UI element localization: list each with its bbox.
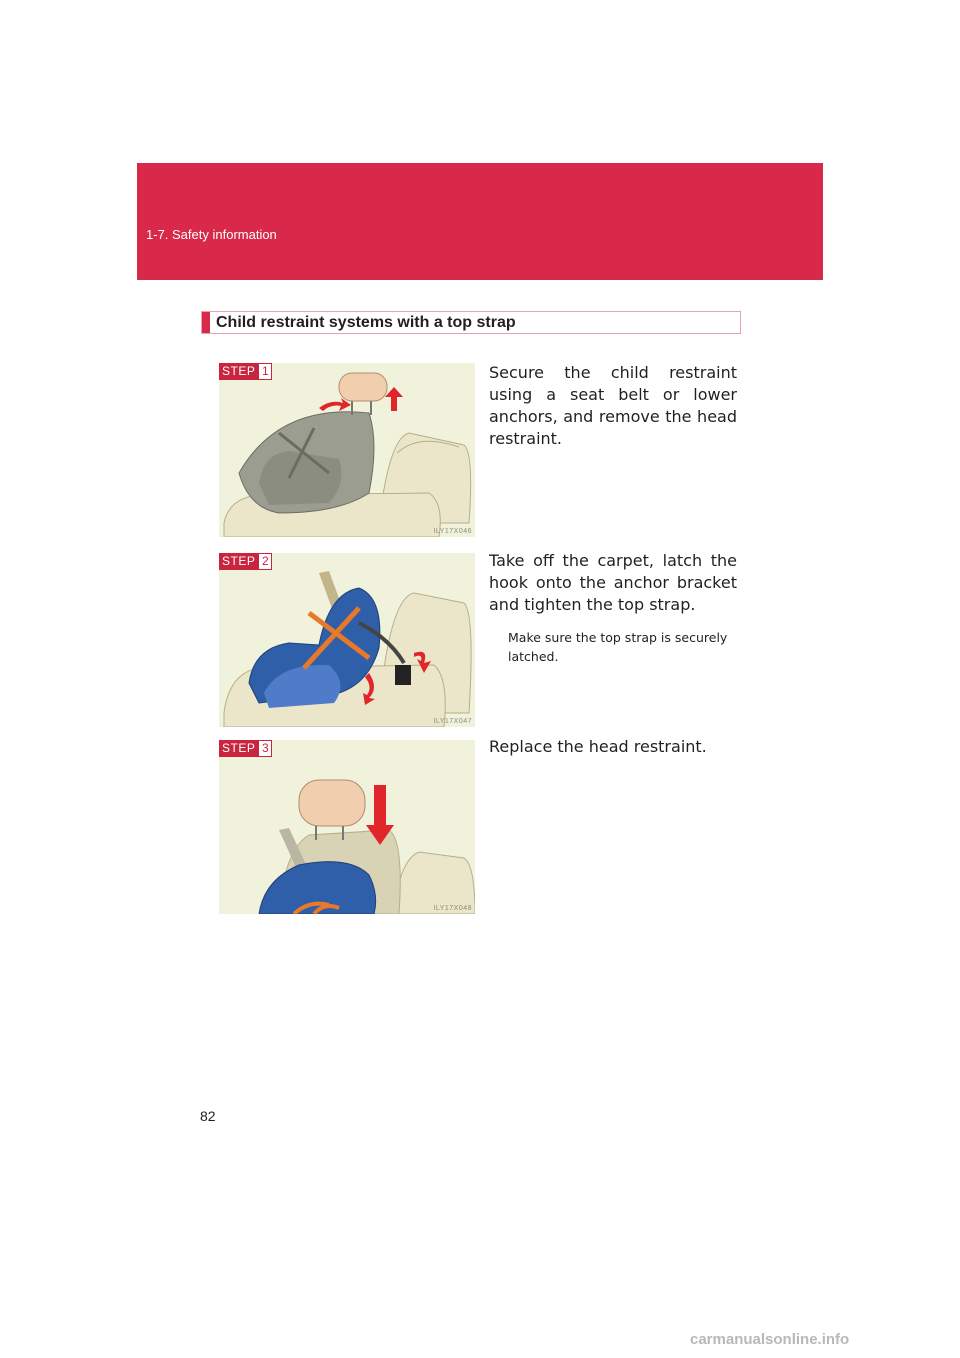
watermark[interactable]: carmanualsonline.info <box>690 1331 850 1348</box>
image-code: ILY17X046 <box>433 528 472 535</box>
replace-head-restraint-image <box>219 740 475 914</box>
step-label: STEP <box>219 553 258 570</box>
step-3-badge <box>219 740 272 757</box>
step-1-illustration <box>219 363 475 537</box>
step-3-illustration <box>219 740 475 914</box>
step-2-text: Take off the carpet, latch the hook onto the anchor bracket and tighten the top strap. <box>489 551 737 614</box>
step-2-badge <box>219 553 272 570</box>
image-code: ILY17X048 <box>433 905 472 912</box>
section-heading <box>201 311 741 334</box>
step-label: STEP <box>219 740 258 757</box>
page-number: 82 <box>200 1108 216 1124</box>
heading-accent-bar <box>202 312 210 333</box>
step-1-text: Secure the child restraint using a seat belt or lower anchors, and remove the head restraint. <box>489 363 737 448</box>
step-1-badge <box>219 363 272 380</box>
step-3-text: Replace the head restraint. <box>489 737 707 756</box>
step-number: 1 <box>258 363 272 380</box>
step-label: STEP <box>219 363 258 380</box>
heading-text: Child restraint systems with a top strap <box>216 314 516 331</box>
image-code: ILY17X047 <box>433 718 472 725</box>
section-label: 1-7. Safety information <box>146 227 277 242</box>
step-number: 2 <box>258 553 272 570</box>
step-number: 3 <box>258 740 272 757</box>
step-2-illustration <box>219 553 475 727</box>
header-band <box>137 163 823 280</box>
seat-with-child-seat-image <box>219 363 475 537</box>
step-2-note: Make sure the top strap is securely latched. <box>508 630 728 664</box>
child-seat-top-strap-image <box>219 553 475 727</box>
